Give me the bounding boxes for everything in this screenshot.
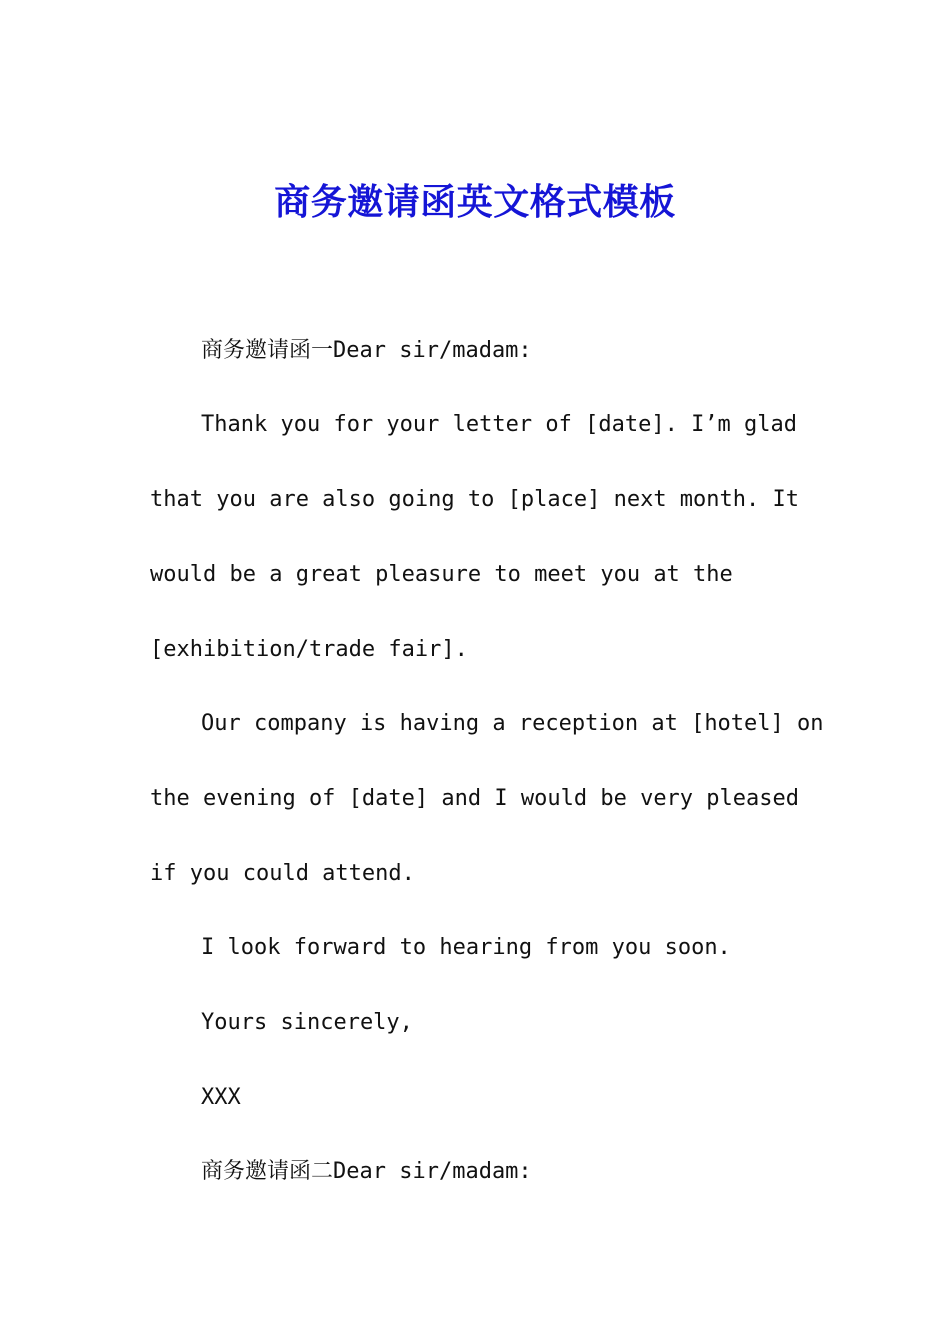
signature-name: XXX	[201, 1085, 241, 1110]
document-title: 商务邀请函英文格式模板	[274, 181, 676, 223]
paragraph-line: the evening of [date] and I would be very pleased	[150, 786, 800, 811]
letter-one-salutation: 商务邀请函一Dear sir/madam:	[201, 338, 532, 363]
sign-off: Yours sincerely,	[201, 1010, 413, 1035]
letter-two-salutation: 商务邀请函二Dear sir/madam:	[201, 1159, 532, 1184]
closing-line: I look forward to hearing from you soon.	[201, 935, 731, 960]
paragraph-line: that you are also going to [place] next month. It	[150, 487, 800, 512]
paragraph-line: Our company is having a reception at [hotel] on	[201, 711, 824, 736]
paragraph-line: Thank you for your letter of [date]. I’m glad	[201, 412, 798, 437]
paragraph-line: would be a great pleasure to meet you at the	[150, 562, 733, 587]
paragraph-line: if you could attend.	[150, 861, 415, 886]
paragraph-line: [exhibition/trade fair].	[150, 637, 468, 662]
